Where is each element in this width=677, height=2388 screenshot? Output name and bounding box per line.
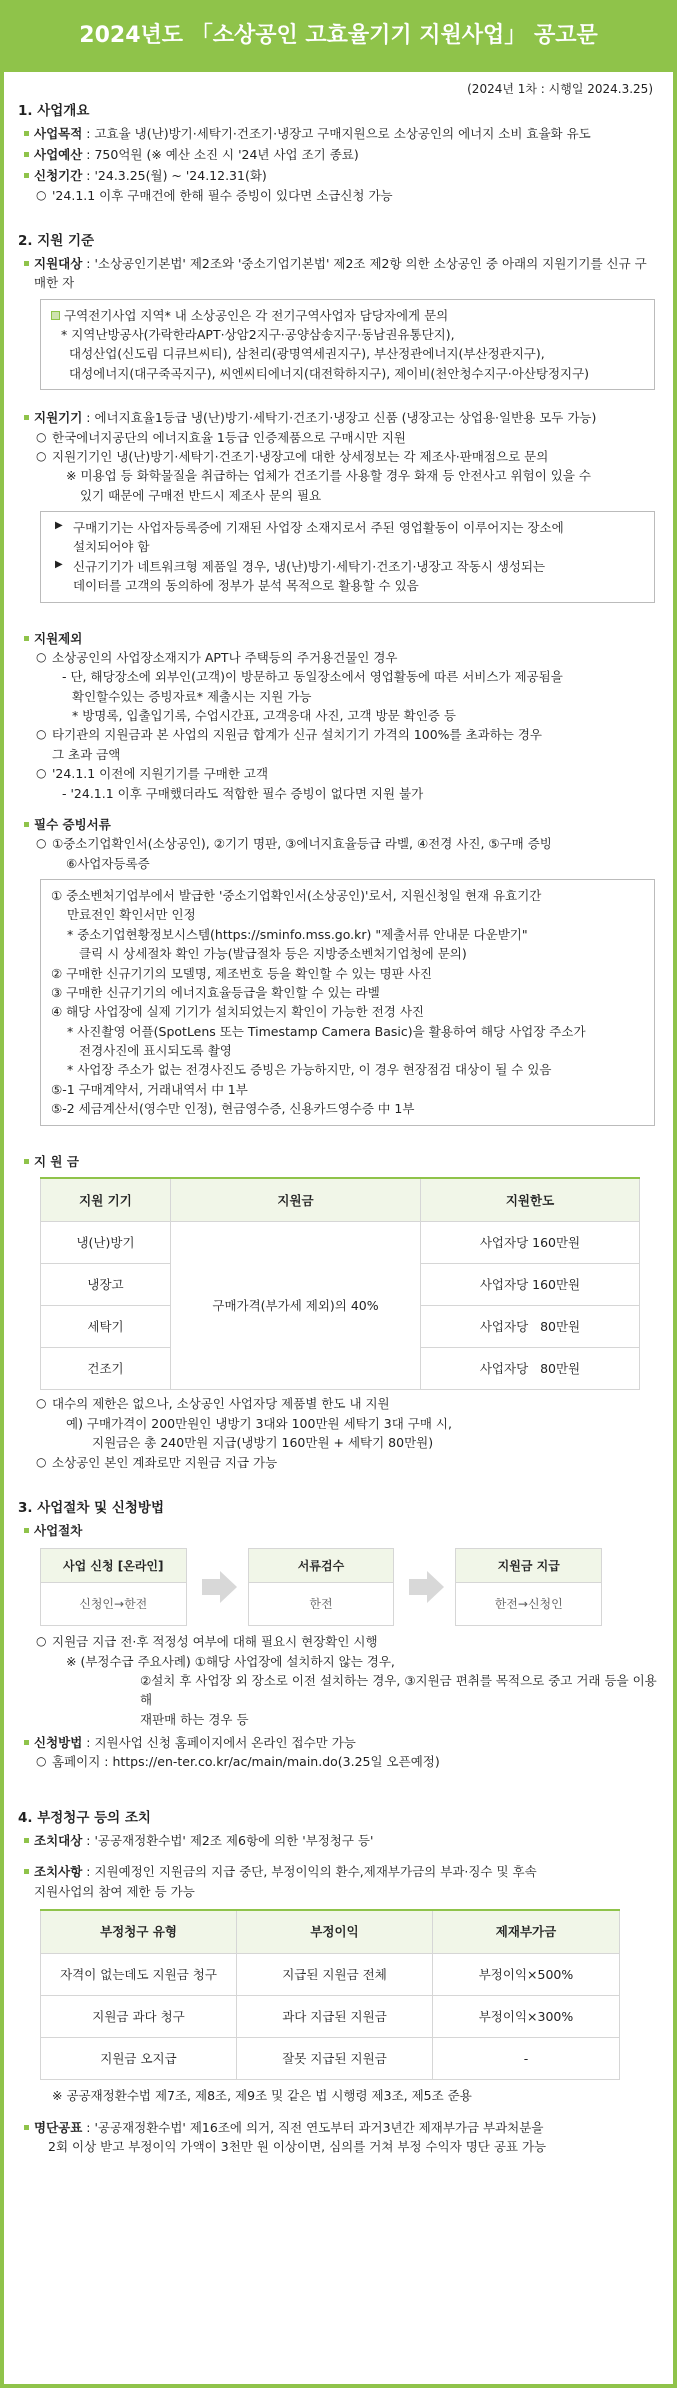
device-note-1: ○ 한국에너지공단의 에너지효율 1등급 인증제품으로 구매시만 지원	[18, 428, 657, 447]
period-note: ○ '24.1.1 이후 구매건에 한해 필수 증빙이 있다면 소급신청 가능	[18, 186, 657, 205]
device-item: 지원기기 : 에너지효율1등급 냉(난)방기·세탁기·건조기·냉장고 신품 (냉장고는 상업용·일반용 모두 가능)	[18, 408, 657, 427]
subsidy-rate: 구매가격(부가세 제외)의 40%	[171, 1222, 421, 1390]
section-1-heading: 1. 사업개요	[18, 102, 90, 119]
subsidy-note-1: ○ 대수의 제한은 없으나, 소상공인 사업자당 제품별 한도 내 지원	[18, 1394, 657, 1413]
section-4-heading: 4. 부정청구 등의 조치	[18, 1809, 151, 1826]
table-row: 지원금 과다 청구 과다 지급된 지원금 부정이익×300%	[41, 1996, 620, 2038]
table-row: 냉(난)방기 구매가격(부가세 제외)의 40% 사업자당 160만원	[41, 1222, 640, 1264]
exclusion-3: ○ '24.1.1 이전에 지원기기를 구매한 고객	[18, 764, 657, 783]
fraud-cases: ※ (부정수급 주요사례) ①해당 사업장에 설치하지 않는 경우, ②설치 후 사업장 외 장소로 이전 설치하는 경우, ③지원금 편취를 목적으로 중고 거래 등을 이용해 재판매 하는 경우 등	[66, 1653, 657, 1727]
effective-date: (2024년 1차 : 시행일 2024.3.25)	[467, 82, 653, 96]
exclusion-2-cont: 그 초과 금액	[52, 746, 121, 762]
target-item: 지원대상 : '소상공인기본법' 제2조와 '중소기업기본법' 제2조 제2항 의한 소상공인 중 아래의 지원기기를 신규 구매한 자	[18, 254, 657, 293]
table-row: 냉장고 사업자당 160만원	[41, 1264, 640, 1306]
page-title: 2024년도 「소상공인 고효율기기 지원사업」 공고문	[4, 0, 673, 72]
subsidy-note-2: ○ 소상공인 본인 계좌로만 지원금 지급 가능	[18, 1453, 657, 1472]
publish-cont: 2회 이상 받고 부정이익 가액이 3천만 원 이상이면, 심의를 거쳐 부정 수익자 명단 공표 가능	[48, 2139, 547, 2155]
step-payment: 지원금 지급 한전→신청인	[455, 1548, 602, 1626]
measure-action-item: 조치사항 : 지원예정인 지원금의 지급 중단, 부정이익의 환수,제재부가금의 부과·징수 및 후속	[18, 1862, 657, 1881]
arrow-right-icon	[409, 1571, 440, 1603]
table-header-row: 지원 기기 지원금 지원한도	[41, 1178, 640, 1222]
exclusion-item: 지원제외	[18, 629, 657, 648]
step-apply: 사업 신청 [온라인] 신청인→한전	[40, 1548, 187, 1626]
docs-item: 필수 증빙서류	[18, 815, 657, 834]
fraud-table	[40, 1909, 620, 2081]
docs-list-cont: ⑥사업자등록증	[66, 855, 150, 871]
install-notice-box: ▶ 구매기기는 사업자등록증에 기재된 사업장 소재지로서 주된 영업활동이 이루어지는 장소에 설치되어야 함 ▶ 신규기기가 네트워크형 제품일 경우, 냉(난)방기·세탁기·건조기·냉장고 작동시 생성되는 데이터를 고객의 동의하에 정부가 분석 목적으로 활용할 수 있음	[40, 511, 655, 603]
table-row: 자격이 없는데도 지원금 청구 지급된 지원금 전체 부정이익×500%	[41, 1954, 620, 1996]
table-row: 세탁기 사업자당 80만원	[41, 1306, 640, 1348]
table-row: 지원금 오지급 잘못 지급된 지원금 -	[41, 2038, 620, 2080]
docs-detail-box: ① 중소벤처기업부에서 발급한 '중소기업확인서(소상공인)'로서, 지원신청일 현재 유효기간 만료전인 확인서만 인정 * 중소기업현황정보시스템(https://sminfo.mss.go.kr) "제출서류 안내문 다운받기" 클릭 시 상세절차 확인 가능(발급절차 등은 지방중소벤처기업청에 문의) ② 구매한 신규기기의 모델명, 제조번호 등을 확인할 수 있는 명판 사진 ③ 구매한 신규기기의 에너지효율등급을 확인할 수 있는 라벨 ④ 해당 사업장에 실제 기기가 설치되었는지 확인이 가능한 전경 사진 * 사진촬영 어플(SpotLens 또는 Timestamp Camera Basic)을 활용하여 해당 사업장 주소가 전경사진에 표시되도록 촬영 * 사업장 주소가 없는 전경사진도 증빙은 가능하지만, 이 경우 현장점검 대상이 될 수 있음 ⑤-1 구매계약서, 거래내역서 中 1부 ⑤-2 세금계산서(영수만 인정), 현금영수증, 신용카드영수증 中 1부	[40, 879, 655, 1126]
procedure-note: ○ 지원금 지급 전·후 적정성 여부에 대해 필요시 현장확인 시행	[18, 1632, 657, 1651]
purpose-item: 사업목적 : 고효율 냉(난)방기·세탁기·건조기·냉장고 구매지원으로 소상공인의 에너지 소비 효율화 유도	[18, 124, 657, 143]
procedure-item: 사업절차	[18, 1521, 657, 1540]
exclusion-1: ○ 소상공인의 사업장소재지가 APT나 주택등의 주거용건물인 경우	[18, 648, 657, 667]
law-note: ※ 공공재정환수법 제7조, 제8조, 제9조 및 같은 법 시행령 제3조, 제5조 준용	[52, 2088, 472, 2104]
budget-item: 사업예산 : 750억원 (※ 예산 소진 시 '24년 사업 조기 종료)	[18, 145, 657, 164]
measure-action-cont: 지원사업의 참여 제한 등 가능	[34, 1883, 195, 1899]
homepage-link[interactable]: ○ 홈페이지 : https://en-ter.co.kr/ac/main/main.do(3.25일 오픈예정)	[18, 1752, 657, 1771]
exclusion-3-detail: - '24.1.1 이후 구매했더라도 적합한 필수 증빙이 없다면 지원 불가	[62, 785, 424, 801]
subsidy-item: 지 원 금	[18, 1152, 657, 1171]
checkbox-icon	[51, 311, 60, 320]
apply-method-item: 신청방법 : 지원사업 신청 홈페이지에서 온라인 접수만 가능	[18, 1733, 657, 1752]
step-review: 서류검수 한전	[248, 1548, 395, 1626]
exclusion-2: ○ 타기관의 지원금과 본 사업의 지원금 합계가 신규 설치기기 가격의 100%를 초과하는 경우	[18, 725, 657, 744]
period-item: 신청기간 : '24.3.25(월) ~ '24.12.31(화)	[18, 166, 657, 185]
section-3-heading: 3. 사업절차 및 신청방법	[18, 1499, 164, 1516]
exclusion-1-detail: - 단, 해당장소에 외부인(고객)이 방문하고 동일장소에서 영업활동에 따른 서비스가 제공됨을 확인할수있는 증빙자료* 제출시는 지원 가능 * 방명록, 입출입기록, 수업시간표, 고객응대 사진, 고객 방문 확인증 등	[62, 669, 563, 724]
section-2-heading: 2. 지원 기준	[18, 233, 95, 250]
publish-item: 명단공표 : '공공재정환수법' 제16조에 의거, 직전 연도부터 과거3년간 제재부가금 부과처분을	[18, 2118, 657, 2137]
subsidy-example: 예) 구매가격이 200만원인 냉방기 3대와 100만원 세탁기 3대 구매 시, 지원금은 총 240만원 지급(냉방기 160만원 + 세탁기 80만원)	[66, 1415, 452, 1451]
table-row: 건조기 사업자당 80만원	[41, 1348, 640, 1390]
device-warning: ※ 미용업 등 화학물질을 취급하는 업체가 건조기를 사용할 경우 화재 등 안전사고 위험이 있을 수 있기 때문에 구매전 반드시 제조사 문의 필요	[66, 468, 591, 503]
procedure-flow	[40, 1548, 602, 1626]
district-energy-box: 구역전기사업 지역* 내 소상공인은 각 전기구역사업자 담당자에게 문의 * 지역난방공사(가락한라APT·상암2지구·공양삼송지구·동남권유통단지), 대성산업(신도림 디큐브씨티), 삼천리(광명역세권지구), 부산정관에너지(부산정관지구), 대성에너지(대구죽곡지구), 씨엔씨티에너지(대전학하지구), 제이비(천안청수지구·아산탕정지구)	[40, 299, 655, 391]
table-header-row: 부정청구 유형 부정이익 제재부가금	[41, 1910, 620, 1954]
arrow-right-icon	[202, 1571, 233, 1603]
subsidy-table	[40, 1177, 640, 1391]
docs-list: ○ ①중소기업확인서(소상공인), ②기기 명판, ③에너지효율등급 라벨, ④전경 사진, ⑤구매 증빙	[18, 834, 657, 853]
device-note-2: ○ 지원기기인 냉(난)방기·세탁기·건조기·냉장고에 대한 상세정보는 각 제조사·판매점으로 문의	[18, 447, 657, 466]
measure-target-item: 조치대상 : '공공재정환수법' 제2조 제6항에 의한 '부정청구 등'	[18, 1831, 657, 1850]
